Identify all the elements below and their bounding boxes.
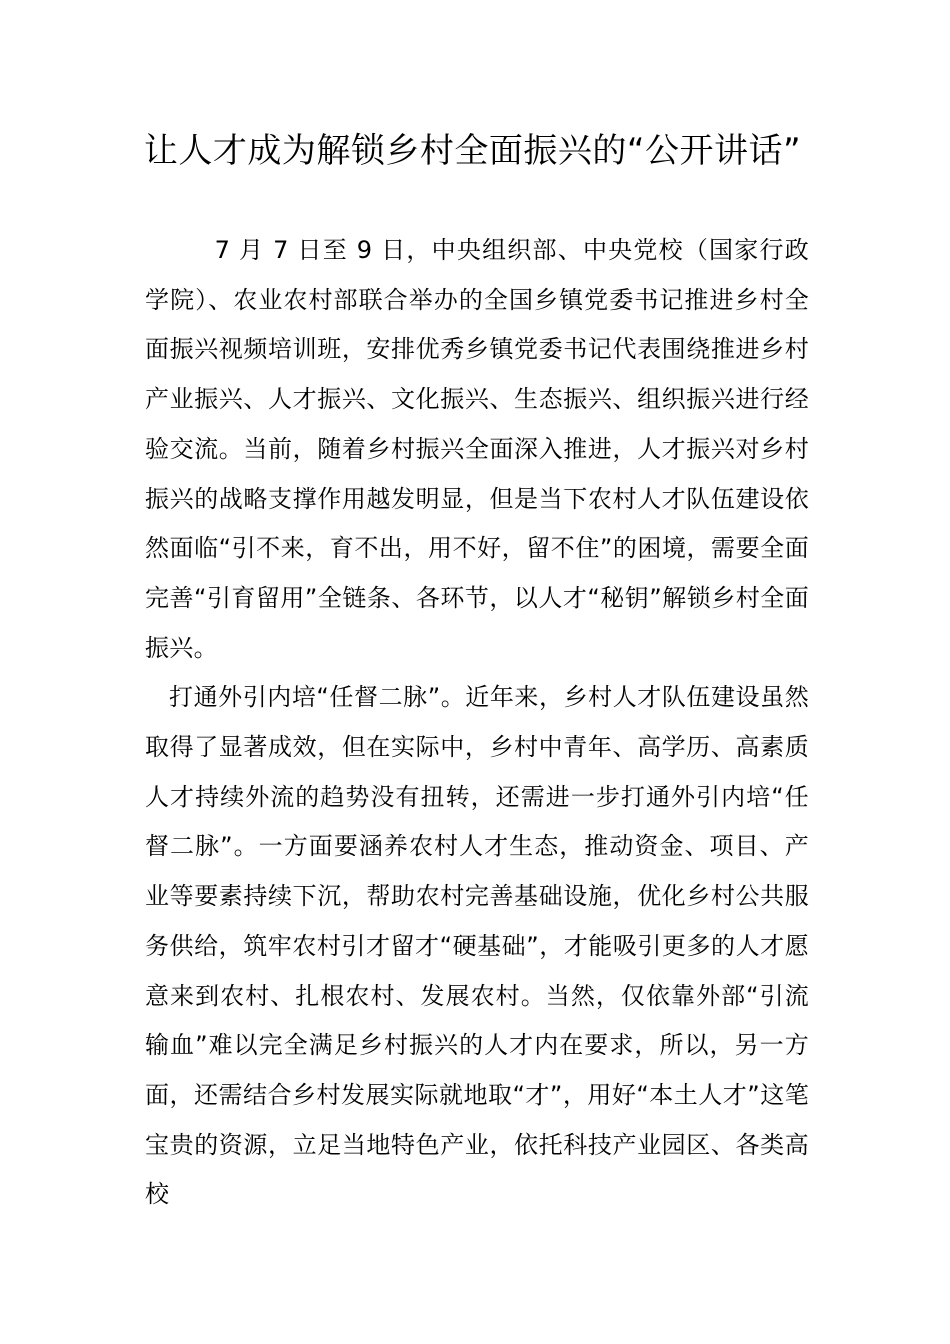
paragraph-intro: 7 月 7 日至 9 日，中央组织部、中央党校（国家行政学院）、农业农村部联合举办的全国乡镇党委书记推进乡村全面振兴视频培训班，安排优秀乡镇党委书记代表围绕推进乡村产业振兴、人才振兴、文化振兴、生态振兴、组织振兴进行经验交流。当前，随着乡村振兴全面深入推进，人才振兴对乡村振兴的战略支撑作用越发明显，但是当下农村人才队伍建设依然面临“引不来，育不出，用不好，留不住”的困境，需要全面完善“引育留用”全链条、各环节，以人才“秘钥”解锁乡村全面振兴。 <box>145 236 809 662</box>
document-body <box>145 226 809 1220</box>
paragraph-talent-channels: 打通外引内培“任督二脉”。近年来，乡村人才队伍建设虽然取得了显著成效，但在实际中，乡村中青年、高学历、高素质人才持续外流的趋势没有扭转，还需进一步打通外引内培“任督二脉”。一方面要涵养农村人才生态，推动资金、项目、产业等要素持续下沉，帮助农村完善基础设施，优化乡村公共服务供给，筑牢农村引才留才“硬基础”，才能吸引更多的人才愿意来到农村、扎根农村、发展农村。当然，仅依靠外部“引流输血”难以完全满足乡村振兴的人才内在要求，所以，另一方面，还需结合乡村发展实际就地取“才”，用好“本土人才”这笔宝贵的资源，立足当地特色产业，依托科技产业园区、各类高校 <box>145 683 810 1209</box>
document-title: 让人才成为解锁乡村全面振兴的“公开讲话” <box>143 131 802 171</box>
